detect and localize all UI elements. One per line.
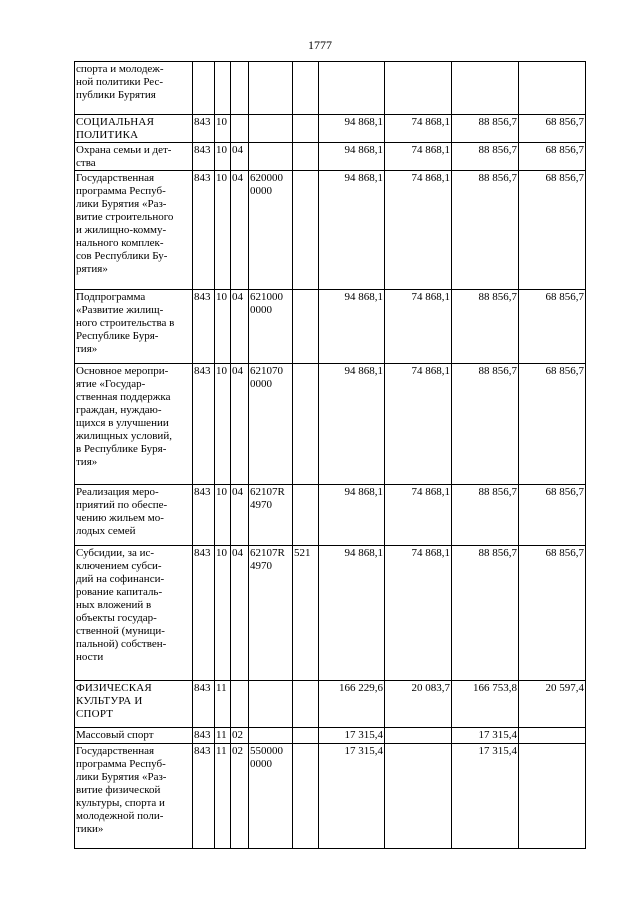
row-name-cell: Основное меропри- ятие «Государ- ственная поддержка граждан, нуждаю- щихся в улучшении жилищных условий, в Республике Буря- тия» <box>75 364 193 485</box>
grbs-cell: 843 <box>193 115 215 143</box>
table-row <box>75 115 586 143</box>
value-cell <box>452 62 519 115</box>
value-cell: 88 856,7 <box>452 364 519 485</box>
table-row <box>75 62 586 115</box>
value-cell: 166 229,6 <box>319 681 385 728</box>
expense-type-cell <box>293 171 319 290</box>
grbs-cell: 843 <box>193 728 215 744</box>
value-cell: 74 868,1 <box>385 485 452 546</box>
target-article-cell: 62107R 4970 <box>249 485 293 546</box>
section-cell: 10 <box>215 171 231 290</box>
section-cell: 10 <box>215 115 231 143</box>
page-number: 1777 <box>308 38 332 52</box>
target-article-cell: 621000 0000 <box>249 290 293 364</box>
row-name-cell: Подпрограмма «Развитие жилищ- ного строительства в Республике Буря- тия» <box>75 290 193 364</box>
table-row <box>75 681 586 728</box>
grbs-cell: 843 <box>193 171 215 290</box>
grbs-cell: 843 <box>193 681 215 728</box>
table-row <box>75 744 586 849</box>
table-row <box>75 728 586 744</box>
target-article-cell: 620000 0000 <box>249 171 293 290</box>
value-cell <box>519 744 586 849</box>
value-cell: 20 597,4 <box>519 681 586 728</box>
subsection-cell: 04 <box>231 364 249 485</box>
target-article-cell: 621070 0000 <box>249 364 293 485</box>
subsection-cell: 02 <box>231 728 249 744</box>
section-cell: 10 <box>215 485 231 546</box>
value-cell: 68 856,7 <box>519 364 586 485</box>
target-article-cell <box>249 115 293 143</box>
value-cell: 94 868,1 <box>319 364 385 485</box>
expense-type-cell <box>293 485 319 546</box>
value-cell <box>385 728 452 744</box>
value-cell: 74 868,1 <box>385 143 452 171</box>
value-cell: 17 315,4 <box>452 744 519 849</box>
value-cell: 17 315,4 <box>319 728 385 744</box>
target-article-cell <box>249 728 293 744</box>
value-cell: 94 868,1 <box>319 546 385 681</box>
row-name-cell: Государственная программа Респуб- лики Бурятия «Раз- витие строительного и жилищно-комму- нального комплек- сов Республики Бу- рятия» <box>75 171 193 290</box>
expense-type-cell <box>293 728 319 744</box>
table-row <box>75 485 586 546</box>
row-name-cell: СОЦИАЛЬНАЯ ПОЛИТИКА <box>75 115 193 143</box>
subsection-cell <box>231 62 249 115</box>
subsection-cell: 04 <box>231 171 249 290</box>
value-cell: 74 868,1 <box>385 290 452 364</box>
value-cell <box>519 62 586 115</box>
grbs-cell: 843 <box>193 364 215 485</box>
target-article-cell: 62107R 4970 <box>249 546 293 681</box>
row-name-cell: Государственная программа Респуб- лики Бурятия «Раз- витие физической культуры, спорта и молодежной поли- тики» <box>75 744 193 849</box>
section-cell: 11 <box>215 744 231 849</box>
value-cell: 17 315,4 <box>452 728 519 744</box>
value-cell: 94 868,1 <box>319 171 385 290</box>
target-article-cell: 550000 0000 <box>249 744 293 849</box>
subsection-cell: 02 <box>231 744 249 849</box>
value-cell: 88 856,7 <box>452 115 519 143</box>
expense-type-cell <box>293 364 319 485</box>
subsection-cell: 04 <box>231 143 249 171</box>
section-cell: 10 <box>215 546 231 681</box>
expense-type-cell <box>293 290 319 364</box>
grbs-cell: 843 <box>193 546 215 681</box>
expense-type-cell <box>293 681 319 728</box>
target-article-cell <box>249 681 293 728</box>
value-cell: 88 856,7 <box>452 546 519 681</box>
value-cell: 94 868,1 <box>319 485 385 546</box>
table-row <box>75 171 586 290</box>
value-cell: 68 856,7 <box>519 115 586 143</box>
value-cell: 88 856,7 <box>452 143 519 171</box>
value-cell: 88 856,7 <box>452 485 519 546</box>
row-name-cell: Реализация меро- приятий по обеспе- чению жильем мо- лодых семей <box>75 485 193 546</box>
expense-type-cell: 521 <box>293 546 319 681</box>
value-cell: 68 856,7 <box>519 171 586 290</box>
budget-table <box>74 61 586 849</box>
row-name-cell: ФИЗИЧЕСКАЯ КУЛЬТУРА И СПОРТ <box>75 681 193 728</box>
value-cell <box>385 62 452 115</box>
value-cell: 88 856,7 <box>452 171 519 290</box>
value-cell: 94 868,1 <box>319 290 385 364</box>
section-cell: 10 <box>215 290 231 364</box>
subsection-cell <box>231 115 249 143</box>
value-cell: 166 753,8 <box>452 681 519 728</box>
value-cell: 88 856,7 <box>452 290 519 364</box>
subsection-cell: 04 <box>231 485 249 546</box>
value-cell: 68 856,7 <box>519 143 586 171</box>
table-row <box>75 364 586 485</box>
subsection-cell <box>231 681 249 728</box>
grbs-cell: 843 <box>193 744 215 849</box>
expense-type-cell <box>293 115 319 143</box>
section-cell: 11 <box>215 728 231 744</box>
value-cell: 74 868,1 <box>385 171 452 290</box>
row-name-cell: Массовый спорт <box>75 728 193 744</box>
expense-type-cell <box>293 143 319 171</box>
grbs-cell: 843 <box>193 485 215 546</box>
grbs-cell <box>193 62 215 115</box>
grbs-cell: 843 <box>193 143 215 171</box>
section-cell: 10 <box>215 364 231 485</box>
value-cell: 68 856,7 <box>519 485 586 546</box>
value-cell: 74 868,1 <box>385 115 452 143</box>
section-cell: 11 <box>215 681 231 728</box>
section-cell <box>215 62 231 115</box>
value-cell <box>319 62 385 115</box>
value-cell: 20 083,7 <box>385 681 452 728</box>
grbs-cell: 843 <box>193 290 215 364</box>
value-cell: 94 868,1 <box>319 115 385 143</box>
value-cell: 68 856,7 <box>519 546 586 681</box>
table-row <box>75 143 586 171</box>
subsection-cell: 04 <box>231 290 249 364</box>
subsection-cell: 04 <box>231 546 249 681</box>
value-cell: 74 868,1 <box>385 546 452 681</box>
section-cell: 10 <box>215 143 231 171</box>
expense-type-cell <box>293 62 319 115</box>
value-cell: 94 868,1 <box>319 143 385 171</box>
expense-type-cell <box>293 744 319 849</box>
value-cell: 68 856,7 <box>519 290 586 364</box>
row-name-cell: Охрана семьи и дет- ства <box>75 143 193 171</box>
row-name-cell: Субсидии, за ис- ключением субси- дий на софинанси- рование капиталь- ных вложений в объекты государ- ственной (муници- пальной) собствен- ности <box>75 546 193 681</box>
table-row <box>75 546 586 681</box>
value-cell <box>519 728 586 744</box>
row-name-cell: спорта и молодеж- ной политики Рес- публики Бурятия <box>75 62 193 115</box>
value-cell: 17 315,4 <box>319 744 385 849</box>
value-cell: 74 868,1 <box>385 364 452 485</box>
value-cell <box>385 744 452 849</box>
table-row <box>75 290 586 364</box>
target-article-cell <box>249 62 293 115</box>
target-article-cell <box>249 143 293 171</box>
